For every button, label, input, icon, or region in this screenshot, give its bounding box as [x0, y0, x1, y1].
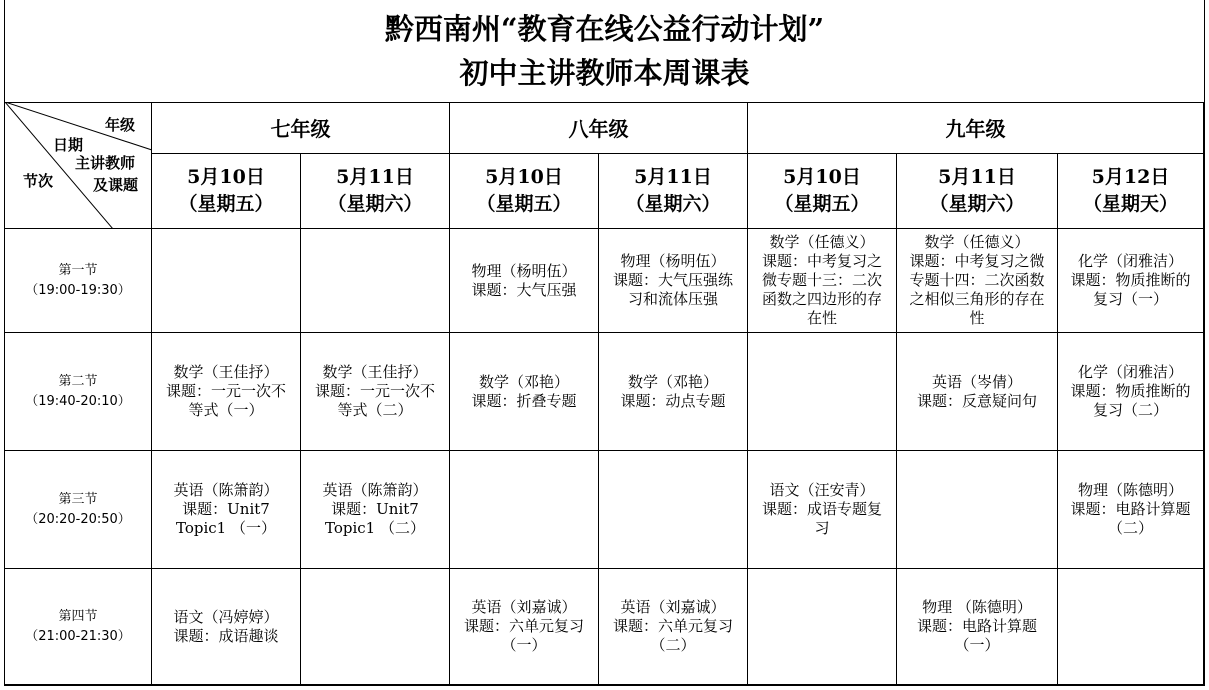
course-line: 英语（刘嘉诚）	[471, 598, 577, 616]
course-cell	[748, 451, 897, 569]
period-label	[5, 333, 152, 451]
period-name: 第四节	[58, 608, 98, 624]
course-line: （二）	[650, 636, 696, 654]
course-line: （二）	[1107, 519, 1153, 537]
date-label: 5月10日	[485, 166, 563, 188]
course-cell	[450, 451, 599, 569]
course-line: 习	[814, 519, 830, 537]
course-line: 等式（一）	[188, 401, 264, 419]
course-line: 之相似三角形的存在	[909, 290, 1045, 308]
course-line: 数学（王佳抒）	[173, 363, 279, 381]
course-line: 英语（陈箫韵）	[173, 481, 279, 499]
title-area	[5, 0, 1204, 103]
course-cell	[152, 569, 301, 685]
course-line: （一）	[501, 636, 547, 654]
course-cell	[450, 569, 599, 685]
period-label	[5, 229, 152, 333]
course-line: 课题：六单元复习	[612, 617, 733, 635]
period-time: （19:00-19:30）	[25, 282, 131, 298]
course-line: 等式（二）	[337, 401, 413, 419]
course-cell	[897, 451, 1058, 569]
course-cell	[152, 451, 301, 569]
course-cell	[897, 569, 1058, 685]
course-cell	[1058, 229, 1204, 333]
course-line: （一）	[954, 636, 1000, 654]
course-line: 课题：电路计算题	[916, 617, 1037, 635]
course-line: 课题：中考复习之	[761, 252, 882, 270]
grade-header: 七年级	[152, 102, 450, 154]
course-line: 课题：动点专题	[620, 391, 726, 410]
period-name: 第一节	[58, 262, 98, 278]
course-line: 物理（杨明伍）	[620, 252, 726, 270]
course-cell	[748, 229, 897, 333]
course-line: 课题：物质推断的	[1070, 271, 1191, 289]
date-header	[450, 154, 599, 229]
date-header	[897, 154, 1058, 229]
course-line: 数学（邓艳）	[478, 372, 569, 391]
course-cell	[301, 451, 450, 569]
course-line: 数学（任德义）	[924, 233, 1030, 251]
date-header	[1058, 154, 1204, 229]
grade-header: 九年级	[748, 102, 1204, 154]
course-line: 课题：反意疑问句	[916, 391, 1037, 410]
date-header	[748, 154, 897, 229]
course-cell	[1058, 333, 1204, 451]
period-time: （19:40-20:10）	[25, 393, 131, 409]
course-line: 课题：成语趣谈	[173, 626, 279, 645]
corner-period-label: 节次	[23, 172, 54, 190]
course-cell	[897, 229, 1058, 333]
weekday-label: （星期六）	[929, 193, 1025, 215]
date-header	[301, 154, 450, 229]
course-line: 数学（邓艳）	[627, 372, 718, 391]
period-label	[5, 451, 152, 569]
weekday-label: （星期六）	[327, 193, 423, 215]
weekday-label: （星期五）	[476, 193, 572, 215]
course-cell	[1058, 569, 1204, 685]
course-line: 课题：大气压强	[471, 280, 577, 299]
course-line: 课题：成语专题复	[761, 500, 882, 518]
course-cell	[1058, 451, 1204, 569]
course-cell	[599, 229, 748, 333]
date-label: 5月12日	[1091, 166, 1170, 188]
course-line: 函数之四边形的存	[761, 290, 882, 308]
course-line: 复习（一）	[1092, 290, 1168, 308]
course-line: 语文（冯婷婷）	[173, 607, 279, 626]
period-label	[5, 569, 152, 685]
course-cell	[301, 333, 450, 451]
course-cell	[152, 229, 301, 333]
date-label: 5月10日	[783, 166, 861, 188]
date-header	[599, 154, 748, 229]
course-line: 物理（陈德明）	[1077, 481, 1183, 499]
course-line: 课题：电路计算题	[1070, 500, 1191, 518]
course-line: 课题：一元一次不	[165, 382, 286, 400]
weekday-label: （星期天）	[1082, 193, 1178, 215]
date-label: 5月11日	[634, 166, 712, 188]
date-label: 5月10日	[187, 166, 265, 188]
period-time: （20:20-20:50）	[25, 511, 131, 527]
weekday-label: （星期五）	[178, 193, 274, 215]
course-line: 课题：Unit7	[331, 500, 419, 518]
corner-grade-label: 年级	[105, 116, 136, 134]
course-line: 课题：折叠专题	[471, 391, 577, 410]
course-cell	[599, 333, 748, 451]
weekday-label: （星期六）	[625, 193, 721, 215]
weekday-label: （星期五）	[774, 193, 870, 215]
course-cell	[897, 333, 1058, 451]
course-line: 英语（陈箫韵）	[322, 481, 428, 499]
corner-date-label: 日期	[53, 136, 84, 154]
course-line: 物理（杨明伍）	[471, 261, 577, 280]
course-line: 课题：大气压强练	[612, 271, 733, 289]
course-cell	[301, 229, 450, 333]
course-line: 微专题十三：二次	[761, 271, 882, 289]
corner-header	[5, 102, 152, 229]
course-cell	[301, 569, 450, 685]
course-line: 物理 （陈德明）	[922, 598, 1032, 616]
course-line: 复习（二）	[1092, 401, 1168, 419]
course-line: 习和流体压强	[627, 290, 718, 308]
corner-teacher-label: 主讲教师	[75, 154, 136, 172]
course-line: Topic1 （一）	[176, 519, 276, 537]
course-line: 在性	[806, 309, 837, 327]
course-line: 课题：Unit7	[182, 500, 270, 518]
course-cell	[748, 333, 897, 451]
course-line: 化学（闭雅洁）	[1077, 252, 1183, 270]
course-cell	[599, 569, 748, 685]
date-label: 5月11日	[336, 166, 414, 188]
course-cell	[450, 229, 599, 333]
course-line: Topic1 （二）	[325, 519, 425, 537]
period-name: 第二节	[58, 373, 98, 389]
title-line-2: 初中主讲教师本周课表	[459, 56, 750, 90]
course-line: 课题：一元一次不	[314, 382, 435, 400]
course-cell	[748, 569, 897, 685]
course-line: 英语（刘嘉诚）	[620, 598, 726, 616]
date-header	[152, 154, 301, 229]
course-line: 英语（岑倩）	[931, 372, 1022, 391]
date-label: 5月11日	[938, 166, 1016, 188]
course-line: 数学（王佳抒）	[322, 363, 428, 381]
title-line-1: 黔西南州“教育在线公益行动计划”	[384, 12, 825, 46]
course-line: 化学（闭雅洁）	[1077, 363, 1183, 381]
course-cell	[599, 451, 748, 569]
course-line: 数学（任德义）	[769, 233, 875, 251]
grade-header: 八年级	[450, 102, 748, 154]
schedule-sheet	[4, 0, 1205, 686]
corner-topic-label: 及课题	[93, 176, 139, 194]
period-time: （21:00-21:30）	[25, 628, 131, 644]
course-cell	[152, 333, 301, 451]
course-line: 课题：六单元复习	[463, 617, 584, 635]
course-line: 课题：物质推断的	[1070, 382, 1191, 400]
period-name: 第三节	[58, 491, 98, 507]
course-line: 专题十四：二次函数	[909, 271, 1045, 289]
course-line: 性	[969, 309, 985, 327]
course-line: 课题：中考复习之微	[909, 252, 1045, 270]
course-line: 语文（汪安青）	[769, 481, 875, 499]
course-cell	[450, 333, 599, 451]
